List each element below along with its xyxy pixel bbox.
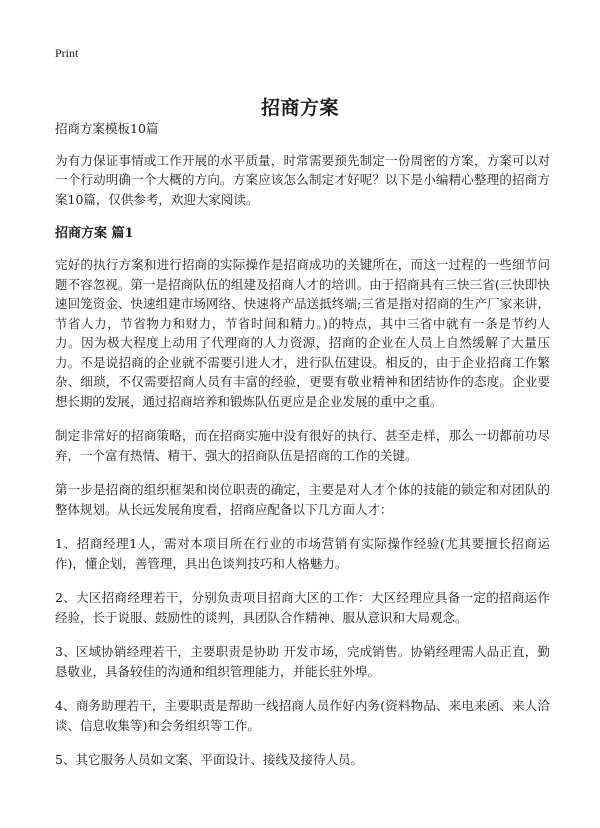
document-subtitle: 招商方案模板10篇 [55,121,159,136]
body-paragraph: 第一步是招商的组织框架和岗位职责的确定，主要是对人才个体的技能的锁定和对团队的整体规划。从长远发展角度看，招商应配备以下几方面人才： [55,482,550,517]
page-title: 招商方案 [260,96,339,119]
print-label: Print [55,46,79,60]
body-paragraph: 完好的执行方案和进行招商的实际操作是招商成功的关键所在，而这一过程的一些细节问题不容忽视。第一是招商队伍的组建及招商人才的培训。由于招商具有三快三省(三快即快速回笼资金、快速组建市场网络、快速将产品送抵终端;三省是指对招商的生产厂家来讲，节省人力，节省物力和财力，节省时间和精力。)的特点，其中三省中就有一条是节约人力。因为极大程度上动用了代理商的人力资源，招商的企业在人员上自然缓解了大量压力。不是说招商的企业就不需要引进人才，进行队伍建设。相反的，由于企业招商工作繁杂、细琐，不仅需要招商人员有丰富的经验，更要有敬业精神和团结协作的态度。企业要想长期的发展，通过招商培养和锻炼队伍更应是企业发展的重中之重。 [55,257,550,409]
list-item: 1、招商经理1人，需对本项目所在行业的市场营销有实际操作经验(尤其要擅长招商运作)，懂企划，善管理，具出色谈判技巧和人格魅力。 [55,536,550,571]
list-item: 5、其它服务人员如文案、平面设计、接线及接待人员。 [55,752,363,767]
list-item: 3、区域协销经理若干，主要职责是协助 开发市场，完成销售。协销经理需人品正直，勤恳敬业，具备较佳的沟通和组织管理能力，并能长驻外埠。 [55,644,550,679]
body-paragraph: 制定非常好的招商策略，而在招商实施中没有很好的执行、甚至走样，那么一切都前功尽弃，一个富有热情、精干、强大的招商队伍是招商的工作的关键。 [55,428,550,463]
list-item: 4、商务助理若干，主要职责是帮助一线招商人员作好内务(资料物品、来电来函、来人洽谈、信息收集等)和会务组织等工作。 [55,698,550,733]
section-heading: 招商方案 篇1 [55,226,134,241]
intro-paragraph: 为有力保证事情或工作开展的水平质量，时常需要预先制定一份周密的方案，方案可以对一个行动明确一个大概的方向。方案应该怎么制定才好呢？以下是小编精心整理的招商方案10篇，仅供参考，欢迎大家阅读。 [55,152,550,207]
document-body [55,119,550,785]
list-item: 2、大区招商经理若干，分别负责项目招商大区的工作：大区经理应具备一定的招商运作经验，长于说服、鼓励性的谈判，具团队合作精神、服从意识和大局观念。 [55,590,550,625]
